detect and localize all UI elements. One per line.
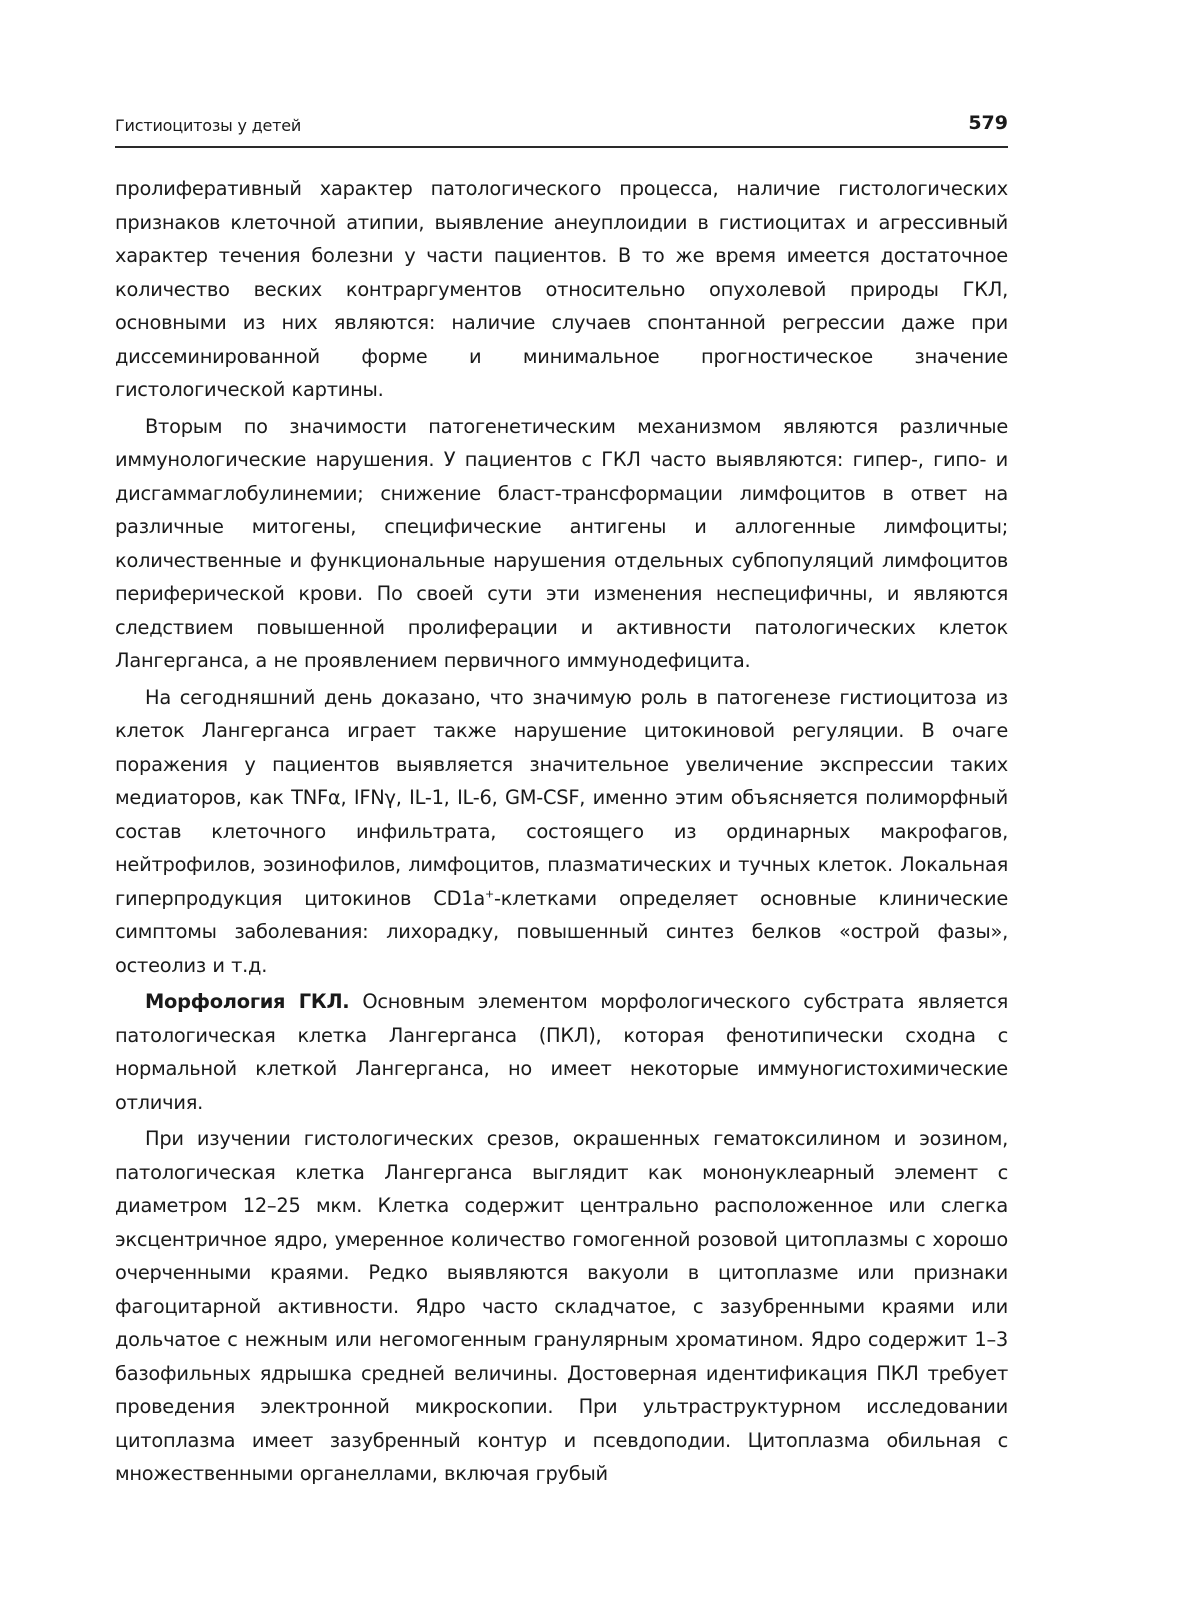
- body-text: [115, 172, 1008, 1494]
- superscript-plus: +: [485, 887, 494, 901]
- paragraph-4: [115, 985, 1008, 1119]
- section-run-in-heading: Морфология ГКЛ.: [145, 990, 350, 1013]
- paragraph-2: Вторым по значимости патогенетическим механизмом являются различные иммунологические нарушения. У пациентов с ГКЛ часто выявляются: гипер-, гипо- и дисгаммаглобулинемии; снижение бласт-трансформации лимфоцитов в ответ на различные митогены, специфические антигены и аллогенные лимфоциты; количественные и функциональные нарушения отдельных субпопуляций лимфоцитов периферической крови. По своей сути эти изменения неспецифичны, и являются следствием повышенной пролиферации и активности патологических клеток Лангерганса, а не проявлением первичного иммунодефицита.: [115, 414, 1008, 672]
- paragraph-4-text: Основным элементом морфологического субстрата является патологическая клетка Лангерганса (ПКЛ), которая фенотипически сходна с нормальной клеткой Лангерганса, но имеет некоторые иммуногистохимические отличия.: [115, 990, 1008, 1114]
- page-header: [115, 112, 1008, 148]
- paragraph-3-text-before: На сегодняшний день доказано, что значимую роль в патогенезе гистиоцитоза из клеток Лангерганса играет также нарушение цитокиновой регуляции. В очаге поражения у пациентов выявляется значительное увеличение экспрессии таких медиаторов, как TNFα, IFNγ, IL-1, IL-6, GM-CSF, именно этим объясняется полиморфный состав клеточного инфильтрата, состоящего из ординарных макрофагов, нейтрофилов, эозинофилов, лимфоцитов, плазматических и тучных клеток. Локальная гиперпродукция цитокинов CD1a: [115, 685, 1008, 910]
- paragraph-3-text-after: -клетками определяет основные клинические симптомы заболевания: лихорадку, повышенный синтез белков «острой фазы», остеолиз и т.д.: [115, 886, 1009, 977]
- paragraph-5: При изучении гистологических срезов, окрашенных гематоксилином и эозином, патологическая клетка Лангерганса выглядит как мононуклеарный элемент с диаметром 12–25 мкм. Клетка содержит центрально расположенное или слегка эксцентричное ядро, умеренное количество гомогенной розовой цитоплазмы с хорошо очерченными краями. Редко выявляются вакуоли в цитоплазме или признаки фагоцитарной активности. Ядро часто складчатое, с зазубренными краями или дольчатое с нежным или негомогенным гранулярным хроматином. Ядро содержит 1–3 базофильных ядрышка средней величины. Достоверная идентификация ПКЛ требует проведения электронной микроскопии. При ультраструктурном исследовании цитоплазма имеет зазубренный контур и псевдоподии. Цитоплазма обильная с множественными органеллами, включая грубый: [115, 1127, 1008, 1485]
- paragraph-1: пролиферативный характер патологического процесса, наличие гистологических признаков клеточной атипии, выявление анеуплоидии в гистиоцитах и агрессивный характер течения болезни у части пациентов. В то же время имеется достаточное количество веских контраргументов относительно опухолевой природы ГКЛ, основными из них являются: наличие случаев спонтанной регрессии даже при диссеминированной форме и минимальное прогностическое значение гистологической картины.: [115, 177, 1008, 401]
- page-number: 579: [968, 112, 1008, 134]
- paragraph-3: [115, 681, 1008, 983]
- running-title: Гистиоцитозы у детей: [115, 116, 302, 135]
